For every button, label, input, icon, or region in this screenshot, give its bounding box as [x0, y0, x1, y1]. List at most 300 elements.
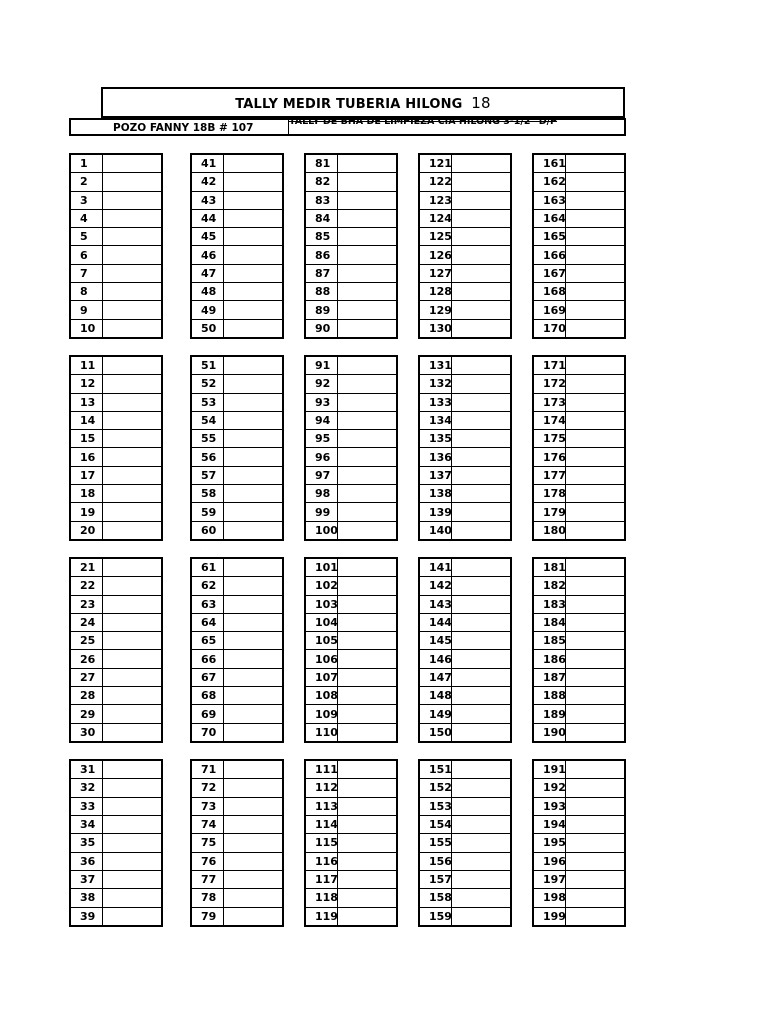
- joint-length-cell[interactable]: [566, 228, 624, 245]
- joint-length-cell[interactable]: [338, 448, 396, 465]
- joint-length-cell[interactable]: [224, 265, 282, 282]
- joint-length-cell[interactable]: [224, 559, 282, 576]
- joint-length-cell[interactable]: [452, 596, 510, 613]
- joint-number: 150: [420, 724, 452, 741]
- joint-length-cell[interactable]: [224, 357, 282, 374]
- tally-row: [534, 484, 624, 502]
- joint-length-cell[interactable]: [338, 173, 396, 190]
- tally-row: [192, 631, 282, 649]
- joint-length-cell[interactable]: [452, 375, 510, 392]
- joint-length-cell[interactable]: [224, 485, 282, 502]
- joint-length-cell[interactable]: [566, 412, 624, 429]
- tally-row: [420, 411, 510, 429]
- tally-block: [69, 557, 163, 743]
- joint-length-cell[interactable]: [566, 596, 624, 613]
- tally-row: [192, 502, 282, 520]
- joint-number: 14: [71, 412, 103, 429]
- joint-number: 182: [534, 577, 566, 594]
- tally-row: [71, 319, 161, 337]
- joint-number: 2: [71, 173, 103, 190]
- joint-length-cell[interactable]: [566, 687, 624, 704]
- joint-length-cell[interactable]: [224, 779, 282, 796]
- joint-length-cell[interactable]: [338, 834, 396, 851]
- joint-length-cell[interactable]: [338, 816, 396, 833]
- joint-length-cell[interactable]: [224, 173, 282, 190]
- joint-number: 43: [192, 192, 224, 209]
- joint-length-cell[interactable]: [452, 889, 510, 906]
- joint-number: 33: [71, 798, 103, 815]
- joint-length-cell[interactable]: [103, 908, 161, 925]
- joint-length-cell[interactable]: [103, 301, 161, 318]
- joint-length-cell[interactable]: [338, 430, 396, 447]
- joint-length-cell[interactable]: [566, 246, 624, 263]
- joint-length-cell[interactable]: [103, 430, 161, 447]
- tally-block: [418, 759, 512, 927]
- joint-length-cell[interactable]: [103, 889, 161, 906]
- joint-length-cell[interactable]: [103, 650, 161, 667]
- joint-length-cell[interactable]: [224, 596, 282, 613]
- joint-length-cell[interactable]: [566, 357, 624, 374]
- joint-length-cell[interactable]: [566, 632, 624, 649]
- joint-length-cell[interactable]: [224, 705, 282, 722]
- tally-row: [192, 300, 282, 318]
- joint-number: 156: [420, 853, 452, 870]
- joint-number: 22: [71, 577, 103, 594]
- joint-length-cell[interactable]: [566, 155, 624, 172]
- joint-length-cell[interactable]: [103, 265, 161, 282]
- joint-length-cell[interactable]: [338, 687, 396, 704]
- joint-number: 13: [71, 394, 103, 411]
- joint-length-cell[interactable]: [103, 816, 161, 833]
- tally-row: [534, 833, 624, 851]
- joint-length-cell[interactable]: [452, 246, 510, 263]
- joint-length-cell[interactable]: [103, 246, 161, 263]
- joint-length-cell[interactable]: [338, 485, 396, 502]
- joint-length-cell[interactable]: [566, 908, 624, 925]
- joint-number: 164: [534, 210, 566, 227]
- joint-length-cell[interactable]: [452, 210, 510, 227]
- joint-number: 143: [420, 596, 452, 613]
- joint-length-cell[interactable]: [566, 430, 624, 447]
- joint-length-cell[interactable]: [566, 375, 624, 392]
- joint-number: 141: [420, 559, 452, 576]
- joint-length-cell[interactable]: [452, 687, 510, 704]
- tally-row: [534, 668, 624, 686]
- joint-length-cell[interactable]: [224, 375, 282, 392]
- joint-length-cell[interactable]: [338, 761, 396, 778]
- joint-length-cell[interactable]: [338, 632, 396, 649]
- joint-length-cell[interactable]: [566, 614, 624, 631]
- joint-length-cell[interactable]: [103, 228, 161, 245]
- joint-length-cell[interactable]: [224, 761, 282, 778]
- joint-number: 39: [71, 908, 103, 925]
- joint-length-cell[interactable]: [566, 889, 624, 906]
- joint-length-cell[interactable]: [452, 522, 510, 539]
- joint-length-cell[interactable]: [224, 283, 282, 300]
- joint-number: 15: [71, 430, 103, 447]
- joint-length-cell[interactable]: [224, 155, 282, 172]
- joint-length-cell[interactable]: [566, 761, 624, 778]
- tally-row: [534, 227, 624, 245]
- joint-length-cell[interactable]: [224, 798, 282, 815]
- joint-length-cell[interactable]: [338, 798, 396, 815]
- joint-length-cell[interactable]: [338, 853, 396, 870]
- joint-number: 95: [306, 430, 338, 447]
- joint-length-cell[interactable]: [452, 834, 510, 851]
- joint-length-cell[interactable]: [103, 669, 161, 686]
- joint-number: 117: [306, 871, 338, 888]
- joint-length-cell[interactable]: [452, 155, 510, 172]
- joint-length-cell[interactable]: [452, 871, 510, 888]
- joint-length-cell[interactable]: [338, 503, 396, 520]
- joint-length-cell[interactable]: [103, 522, 161, 539]
- joint-length-cell[interactable]: [224, 724, 282, 741]
- joint-length-cell[interactable]: [338, 577, 396, 594]
- tally-row: [420, 833, 510, 851]
- joint-length-cell[interactable]: [103, 320, 161, 337]
- joint-length-cell[interactable]: [338, 522, 396, 539]
- tally-row: [534, 613, 624, 631]
- joint-length-cell[interactable]: [224, 834, 282, 851]
- tally-block: [69, 759, 163, 927]
- joint-length-cell[interactable]: [338, 705, 396, 722]
- joint-length-cell[interactable]: [103, 192, 161, 209]
- tally-row: [420, 778, 510, 796]
- tally-row: [71, 155, 161, 172]
- joint-length-cell[interactable]: [103, 503, 161, 520]
- joint-length-cell[interactable]: [338, 871, 396, 888]
- joint-length-cell[interactable]: [452, 669, 510, 686]
- joint-number: 78: [192, 889, 224, 906]
- joint-length-cell[interactable]: [338, 412, 396, 429]
- joint-length-cell[interactable]: [103, 394, 161, 411]
- joint-length-cell[interactable]: [566, 503, 624, 520]
- tally-row: [192, 374, 282, 392]
- joint-length-cell[interactable]: [452, 761, 510, 778]
- joint-length-cell[interactable]: [224, 192, 282, 209]
- joint-length-cell[interactable]: [452, 301, 510, 318]
- tally-row: [192, 852, 282, 870]
- joint-length-cell[interactable]: [103, 485, 161, 502]
- joint-length-cell[interactable]: [224, 467, 282, 484]
- joint-length-cell[interactable]: [224, 687, 282, 704]
- joint-length-cell[interactable]: [224, 614, 282, 631]
- joint-length-cell[interactable]: [566, 192, 624, 209]
- joint-length-cell[interactable]: [338, 394, 396, 411]
- joint-length-cell[interactable]: [452, 559, 510, 576]
- joint-number: 112: [306, 779, 338, 796]
- joint-number: 155: [420, 834, 452, 851]
- joint-length-cell[interactable]: [224, 871, 282, 888]
- joint-number: 25: [71, 632, 103, 649]
- tally-row: [71, 357, 161, 374]
- joint-length-cell[interactable]: [452, 467, 510, 484]
- tally-row: [420, 559, 510, 576]
- joint-length-cell[interactable]: [103, 632, 161, 649]
- joint-length-cell[interactable]: [452, 448, 510, 465]
- joint-length-cell[interactable]: [103, 412, 161, 429]
- joint-length-cell[interactable]: [338, 228, 396, 245]
- joint-length-cell[interactable]: [338, 375, 396, 392]
- joint-length-cell[interactable]: [224, 522, 282, 539]
- tally-row: [306, 245, 396, 263]
- joint-length-cell[interactable]: [103, 853, 161, 870]
- joint-length-cell[interactable]: [338, 265, 396, 282]
- joint-length-cell[interactable]: [103, 871, 161, 888]
- tally-row: [420, 191, 510, 209]
- tally-row: [192, 907, 282, 925]
- tally-row: [192, 815, 282, 833]
- joint-length-cell[interactable]: [103, 614, 161, 631]
- tally-row: [71, 797, 161, 815]
- joint-length-cell[interactable]: [224, 430, 282, 447]
- joint-length-cell[interactable]: [224, 246, 282, 263]
- joint-length-cell[interactable]: [338, 155, 396, 172]
- tally-row: [306, 227, 396, 245]
- joint-length-cell[interactable]: [452, 320, 510, 337]
- joint-number: 116: [306, 853, 338, 870]
- joint-number: 35: [71, 834, 103, 851]
- joint-number: 149: [420, 705, 452, 722]
- joint-length-cell[interactable]: [338, 908, 396, 925]
- joint-number: 70: [192, 724, 224, 741]
- joint-length-cell[interactable]: [103, 375, 161, 392]
- joint-length-cell[interactable]: [338, 210, 396, 227]
- tally-row: [71, 704, 161, 722]
- joint-length-cell[interactable]: [224, 577, 282, 594]
- joint-length-cell[interactable]: [566, 467, 624, 484]
- tally-row: [420, 227, 510, 245]
- joint-number: 71: [192, 761, 224, 778]
- joint-length-cell[interactable]: [566, 301, 624, 318]
- joint-length-cell[interactable]: [566, 871, 624, 888]
- joint-length-cell[interactable]: [452, 265, 510, 282]
- joint-length-cell[interactable]: [103, 761, 161, 778]
- joint-length-cell[interactable]: [224, 650, 282, 667]
- joint-number: 184: [534, 614, 566, 631]
- joint-length-cell[interactable]: [566, 798, 624, 815]
- tally-row: [306, 191, 396, 209]
- joint-length-cell[interactable]: [452, 614, 510, 631]
- joint-length-cell[interactable]: [452, 650, 510, 667]
- joint-number: 176: [534, 448, 566, 465]
- tally-row: [306, 852, 396, 870]
- joint-number: 87: [306, 265, 338, 282]
- joint-length-cell[interactable]: [224, 301, 282, 318]
- joint-length-cell[interactable]: [338, 467, 396, 484]
- joint-length-cell[interactable]: [224, 632, 282, 649]
- joint-length-cell[interactable]: [103, 448, 161, 465]
- joint-length-cell[interactable]: [224, 503, 282, 520]
- joint-number: 151: [420, 761, 452, 778]
- joint-length-cell[interactable]: [566, 650, 624, 667]
- joint-length-cell[interactable]: [338, 559, 396, 576]
- tally-row: [192, 357, 282, 374]
- joint-length-cell[interactable]: [224, 816, 282, 833]
- joint-length-cell[interactable]: [566, 394, 624, 411]
- joint-length-cell[interactable]: [224, 908, 282, 925]
- joint-length-cell[interactable]: [224, 889, 282, 906]
- joint-length-cell[interactable]: [103, 779, 161, 796]
- joint-length-cell[interactable]: [566, 448, 624, 465]
- joint-length-cell[interactable]: [452, 228, 510, 245]
- joint-number: 67: [192, 669, 224, 686]
- joint-length-cell[interactable]: [224, 853, 282, 870]
- tally-row: [71, 374, 161, 392]
- tally-row: [534, 172, 624, 190]
- joint-length-cell[interactable]: [103, 705, 161, 722]
- tally-row: [534, 393, 624, 411]
- joint-length-cell[interactable]: [338, 650, 396, 667]
- joint-length-cell[interactable]: [452, 632, 510, 649]
- joint-length-cell[interactable]: [103, 210, 161, 227]
- joint-length-cell[interactable]: [224, 448, 282, 465]
- tally-row: [71, 484, 161, 502]
- joint-number: 62: [192, 577, 224, 594]
- joint-length-cell[interactable]: [452, 705, 510, 722]
- joint-number: 157: [420, 871, 452, 888]
- tally-row: [534, 357, 624, 374]
- joint-length-cell[interactable]: [452, 485, 510, 502]
- joint-length-cell[interactable]: [338, 779, 396, 796]
- joint-length-cell[interactable]: [566, 577, 624, 594]
- joint-length-cell[interactable]: [452, 430, 510, 447]
- joint-number: 49: [192, 301, 224, 318]
- joint-length-cell[interactable]: [103, 173, 161, 190]
- tally-row: [71, 172, 161, 190]
- joint-length-cell[interactable]: [338, 283, 396, 300]
- joint-length-cell[interactable]: [452, 357, 510, 374]
- joint-number: 7: [71, 265, 103, 282]
- joint-number: 90: [306, 320, 338, 337]
- joint-length-cell[interactable]: [566, 816, 624, 833]
- joint-length-cell[interactable]: [452, 394, 510, 411]
- joint-length-cell[interactable]: [103, 357, 161, 374]
- tally-row: [71, 209, 161, 227]
- joint-number: 133: [420, 394, 452, 411]
- joint-length-cell[interactable]: [452, 853, 510, 870]
- joint-length-cell[interactable]: [338, 192, 396, 209]
- tally-row: [71, 613, 161, 631]
- joint-length-cell[interactable]: [103, 467, 161, 484]
- joint-length-cell[interactable]: [566, 173, 624, 190]
- joint-length-cell[interactable]: [224, 669, 282, 686]
- joint-number: 194: [534, 816, 566, 833]
- joint-number: 100: [306, 522, 338, 539]
- tally-row: [71, 393, 161, 411]
- joint-length-cell[interactable]: [452, 577, 510, 594]
- joint-number: 99: [306, 503, 338, 520]
- joint-length-cell[interactable]: [338, 320, 396, 337]
- joint-length-cell[interactable]: [452, 724, 510, 741]
- joint-length-cell[interactable]: [224, 320, 282, 337]
- joint-number: 84: [306, 210, 338, 227]
- tally-row: [420, 613, 510, 631]
- joint-length-cell[interactable]: [452, 816, 510, 833]
- joint-length-cell[interactable]: [103, 596, 161, 613]
- joint-length-cell[interactable]: [338, 669, 396, 686]
- joint-length-cell[interactable]: [224, 228, 282, 245]
- joint-length-cell[interactable]: [103, 724, 161, 741]
- tally-row: [534, 155, 624, 172]
- tally-row: [192, 649, 282, 667]
- joint-number: 161: [534, 155, 566, 172]
- tally-row: [71, 815, 161, 833]
- joint-length-cell[interactable]: [103, 687, 161, 704]
- tally-block: [532, 355, 626, 541]
- joint-length-cell[interactable]: [338, 246, 396, 263]
- joint-length-cell[interactable]: [566, 210, 624, 227]
- joint-length-cell[interactable]: [566, 669, 624, 686]
- joint-length-cell[interactable]: [338, 724, 396, 741]
- joint-length-cell[interactable]: [566, 853, 624, 870]
- joint-number: 121: [420, 155, 452, 172]
- joint-length-cell[interactable]: [103, 834, 161, 851]
- joint-length-cell[interactable]: [566, 724, 624, 741]
- joint-length-cell[interactable]: [452, 503, 510, 520]
- joint-length-cell[interactable]: [338, 596, 396, 613]
- joint-length-cell[interactable]: [224, 412, 282, 429]
- joint-length-cell[interactable]: [103, 283, 161, 300]
- joint-length-cell[interactable]: [566, 559, 624, 576]
- joint-length-cell[interactable]: [452, 192, 510, 209]
- joint-length-cell[interactable]: [338, 301, 396, 318]
- joint-length-cell[interactable]: [338, 357, 396, 374]
- joint-number: 85: [306, 228, 338, 245]
- joint-number: 199: [534, 908, 566, 925]
- joint-length-cell[interactable]: [452, 283, 510, 300]
- joint-number: 81: [306, 155, 338, 172]
- tally-row: [192, 191, 282, 209]
- joint-length-cell[interactable]: [103, 798, 161, 815]
- tally-row: [534, 761, 624, 778]
- joint-length-cell[interactable]: [103, 155, 161, 172]
- joint-length-cell[interactable]: [338, 614, 396, 631]
- joint-length-cell[interactable]: [452, 412, 510, 429]
- joint-length-cell[interactable]: [103, 559, 161, 576]
- joint-length-cell[interactable]: [566, 485, 624, 502]
- joint-length-cell[interactable]: [566, 283, 624, 300]
- joint-length-cell[interactable]: [224, 394, 282, 411]
- joint-length-cell[interactable]: [452, 779, 510, 796]
- tally-row: [420, 595, 510, 613]
- tally-row: [420, 668, 510, 686]
- joint-length-cell[interactable]: [103, 577, 161, 594]
- tally-row: [306, 704, 396, 722]
- joint-length-cell[interactable]: [224, 210, 282, 227]
- joint-length-cell[interactable]: [452, 173, 510, 190]
- tally-row: [71, 631, 161, 649]
- joint-length-cell[interactable]: [452, 798, 510, 815]
- joint-number: 68: [192, 687, 224, 704]
- joint-length-cell[interactable]: [566, 705, 624, 722]
- joint-number: 92: [306, 375, 338, 392]
- joint-length-cell[interactable]: [452, 908, 510, 925]
- tally-row: [420, 282, 510, 300]
- joint-length-cell[interactable]: [566, 779, 624, 796]
- tally-row: [534, 595, 624, 613]
- joint-length-cell[interactable]: [566, 834, 624, 851]
- tally-row: [71, 502, 161, 520]
- joint-number: 64: [192, 614, 224, 631]
- joint-length-cell[interactable]: [338, 889, 396, 906]
- joint-length-cell[interactable]: [566, 522, 624, 539]
- joint-number: 178: [534, 485, 566, 502]
- tally-block: [69, 355, 163, 541]
- joint-length-cell[interactable]: [566, 320, 624, 337]
- joint-length-cell[interactable]: [566, 265, 624, 282]
- tally-row: [71, 595, 161, 613]
